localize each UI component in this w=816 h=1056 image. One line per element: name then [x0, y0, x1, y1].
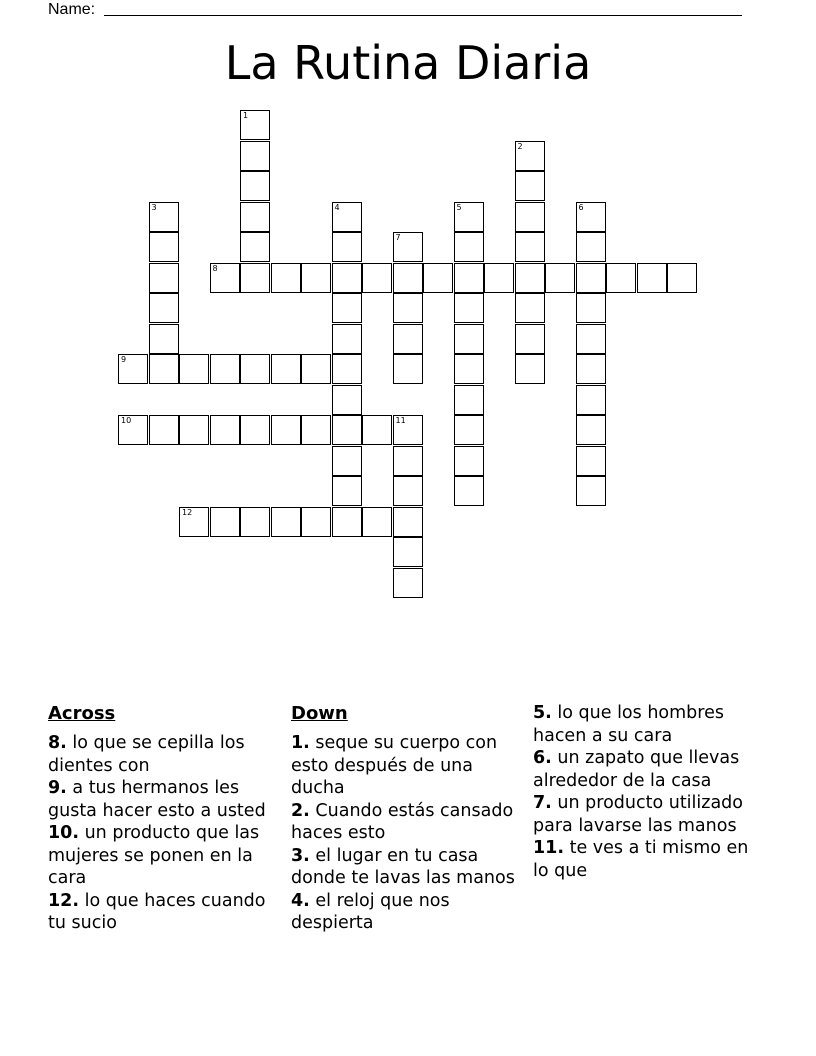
grid-cell[interactable]: [515, 354, 545, 384]
grid-cell[interactable]: [362, 263, 392, 293]
clue-text: un producto que las mujeres se ponen en la cara: [48, 823, 260, 888]
grid-cell[interactable]: [332, 202, 362, 232]
down-clues-column: [291, 702, 527, 935]
grid-cell[interactable]: [301, 354, 331, 384]
clue-number: 1: [243, 111, 249, 120]
grid-cell[interactable]: [118, 354, 148, 384]
grid-cell[interactable]: [454, 324, 484, 354]
grid-cell[interactable]: [179, 354, 209, 384]
grid-cell[interactable]: [393, 476, 423, 506]
grid-cell[interactable]: [576, 385, 606, 415]
grid-cell[interactable]: [454, 232, 484, 262]
clue-number: 11: [395, 416, 406, 425]
clue-text: lo que haces cuando tu sucio: [48, 890, 266, 933]
clue-text: Cuando estás cansado haces esto: [291, 800, 514, 843]
across-clue: [48, 777, 284, 822]
grid-cell[interactable]: [332, 324, 362, 354]
grid-cell[interactable]: [454, 415, 484, 445]
clue-number-label: 11.: [533, 838, 565, 858]
grid-cell[interactable]: [667, 263, 697, 293]
grid-cell[interactable]: [454, 354, 484, 384]
across-clues-column: [48, 702, 284, 935]
down-heading: Down: [291, 703, 348, 724]
clue-number: 9: [121, 355, 127, 364]
grid-cell[interactable]: [393, 354, 423, 384]
grid-cell[interactable]: [210, 263, 240, 293]
grid-cell[interactable]: [454, 263, 484, 293]
grid-cell[interactable]: [271, 263, 301, 293]
grid-cell[interactable]: [301, 415, 331, 445]
clue-number-label: 3.: [291, 845, 310, 866]
grid-cell[interactable]: [393, 568, 423, 598]
clue-number: 5: [456, 202, 462, 212]
clue-text: te ves a ti mismo en lo que: [533, 838, 749, 881]
grid-cell[interactable]: [393, 232, 423, 262]
clue-text: un zapato que llevas alrededor de la casa: [533, 748, 740, 791]
clue-number: 12: [182, 507, 193, 517]
grid-cell[interactable]: [149, 263, 179, 293]
down-clue-list: [291, 732, 527, 935]
down-clue: [533, 792, 769, 837]
grid-cell[interactable]: [240, 415, 270, 445]
grid-cell[interactable]: [240, 141, 270, 171]
clue-text: lo que se cepilla los dientes con: [48, 733, 245, 776]
across-clue: [48, 822, 284, 890]
grid-cell[interactable]: [576, 354, 606, 384]
grid-cell[interactable]: [515, 202, 545, 232]
grid-cell[interactable]: [149, 324, 179, 354]
puzzle-title: La Rutina Diaria: [224, 36, 592, 90]
grid-cell[interactable]: [240, 354, 270, 384]
clue-text: el reloj que nos despierta: [291, 890, 450, 933]
grid-cell[interactable]: [515, 232, 545, 262]
grid-cell[interactable]: [332, 263, 362, 293]
name-label: Name:: [48, 1, 96, 18]
grid-cell[interactable]: [301, 263, 331, 293]
down-clue: [533, 837, 769, 882]
grid-cell[interactable]: [454, 446, 484, 476]
clue-number: 7: [395, 233, 401, 242]
grid-cell[interactable]: [454, 202, 484, 232]
grid-cell[interactable]: [332, 446, 362, 476]
grid-cell[interactable]: [393, 324, 423, 354]
grid-cell[interactable]: [393, 293, 423, 323]
clue-number-label: 9.: [48, 778, 67, 798]
grid-cell[interactable]: [515, 324, 545, 354]
down-clue: [291, 732, 527, 800]
grid-cell[interactable]: [454, 293, 484, 323]
grid-cell[interactable]: [271, 507, 301, 537]
grid-cell[interactable]: [332, 415, 362, 445]
grid-cell[interactable]: [362, 507, 392, 537]
grid-cell[interactable]: [149, 415, 179, 445]
grid-cell[interactable]: [149, 354, 179, 384]
grid-cell[interactable]: [240, 202, 270, 232]
grid-cell[interactable]: [393, 507, 423, 537]
clue-text: lo que los hombres hacen a su cara: [533, 703, 724, 746]
grid-cell[interactable]: [545, 263, 575, 293]
grid-cell[interactable]: [240, 263, 270, 293]
grid-cell[interactable]: [393, 263, 423, 293]
clue-number: 2: [517, 141, 523, 151]
clue-text: un producto utilizado para lavarse las manos: [533, 793, 743, 836]
grid-cell[interactable]: [240, 171, 270, 201]
grid-cell[interactable]: [179, 415, 209, 445]
clue-number: 8: [212, 263, 218, 273]
grid-cell[interactable]: [576, 476, 606, 506]
grid-cell[interactable]: [576, 202, 606, 232]
grid-cell[interactable]: [454, 476, 484, 506]
grid-cell[interactable]: [637, 263, 667, 293]
grid-cell[interactable]: [332, 507, 362, 537]
grid-cell[interactable]: [240, 110, 270, 140]
grid-cell[interactable]: [210, 354, 240, 384]
clue-text: el lugar en tu casa donde te lavas las manos: [291, 845, 515, 888]
clue-number-label: 2.: [291, 800, 310, 821]
clue-number-label: 7.: [533, 793, 552, 813]
down-clue: [291, 800, 527, 845]
down-clue-list-continued: [533, 702, 769, 882]
across-heading: Across: [48, 703, 116, 724]
grid-cell[interactable]: [576, 446, 606, 476]
grid-cell[interactable]: [576, 232, 606, 262]
grid-cell[interactable]: [515, 171, 545, 201]
clue-number-label: 6.: [533, 748, 552, 768]
clue-number-label: 5.: [533, 703, 552, 723]
grid-cell[interactable]: [606, 263, 636, 293]
across-clue: [48, 732, 284, 777]
grid-cell[interactable]: [423, 263, 453, 293]
grid-cell[interactable]: [393, 446, 423, 476]
grid-cell[interactable]: [210, 415, 240, 445]
grid-cell[interactable]: [332, 476, 362, 506]
grid-cell[interactable]: [240, 507, 270, 537]
clue-number-label: 10.: [48, 823, 80, 843]
down-clues-column-continued: [533, 702, 769, 882]
grid-cell[interactable]: [271, 415, 301, 445]
grid-cell[interactable]: [515, 141, 545, 171]
clue-number-label: 12.: [48, 890, 80, 911]
grid-cell[interactable]: [240, 232, 270, 262]
grid-cell[interactable]: [332, 232, 362, 262]
grid-cell[interactable]: [454, 385, 484, 415]
grid-cell[interactable]: [576, 415, 606, 445]
grid-cell[interactable]: [179, 507, 209, 537]
grid-cell[interactable]: [332, 293, 362, 323]
grid-cell[interactable]: [149, 202, 179, 232]
grid-cell[interactable]: [576, 293, 606, 323]
grid-cell[interactable]: [393, 415, 423, 445]
clue-number: 6: [578, 202, 584, 212]
clue-text: a tus hermanos les gusta hacer esto a usted: [48, 778, 266, 821]
grid-cell[interactable]: [301, 507, 331, 537]
grid-cell[interactable]: [576, 324, 606, 354]
grid-cell[interactable]: [515, 263, 545, 293]
down-clue: [291, 890, 527, 935]
across-clue-list: [48, 732, 284, 935]
grid-cell[interactable]: [515, 293, 545, 323]
down-clue: [533, 747, 769, 792]
across-clue: [48, 890, 284, 935]
clue-number-label: 1.: [291, 733, 310, 753]
clue-number-label: 8.: [48, 733, 67, 753]
grid-cell[interactable]: [149, 232, 179, 262]
clue-number: 3: [151, 202, 157, 212]
grid-cell[interactable]: [210, 507, 240, 537]
grid-cell[interactable]: [393, 537, 423, 567]
down-clue: [291, 845, 527, 890]
grid-cell[interactable]: [149, 293, 179, 323]
grid-cell[interactable]: [362, 415, 392, 445]
grid-cell[interactable]: [332, 354, 362, 384]
grid-cell[interactable]: [118, 415, 148, 445]
clue-number: 4: [334, 202, 340, 212]
down-clue: [533, 702, 769, 747]
clue-number: 10: [121, 416, 132, 425]
grid-cell[interactable]: [271, 354, 301, 384]
clue-text: seque su cuerpo con esto después de una ducha: [291, 733, 498, 798]
grid-cell[interactable]: [576, 263, 606, 293]
grid-cell[interactable]: [332, 385, 362, 415]
grid-cell[interactable]: [484, 263, 514, 293]
clue-number-label: 4.: [291, 890, 310, 911]
